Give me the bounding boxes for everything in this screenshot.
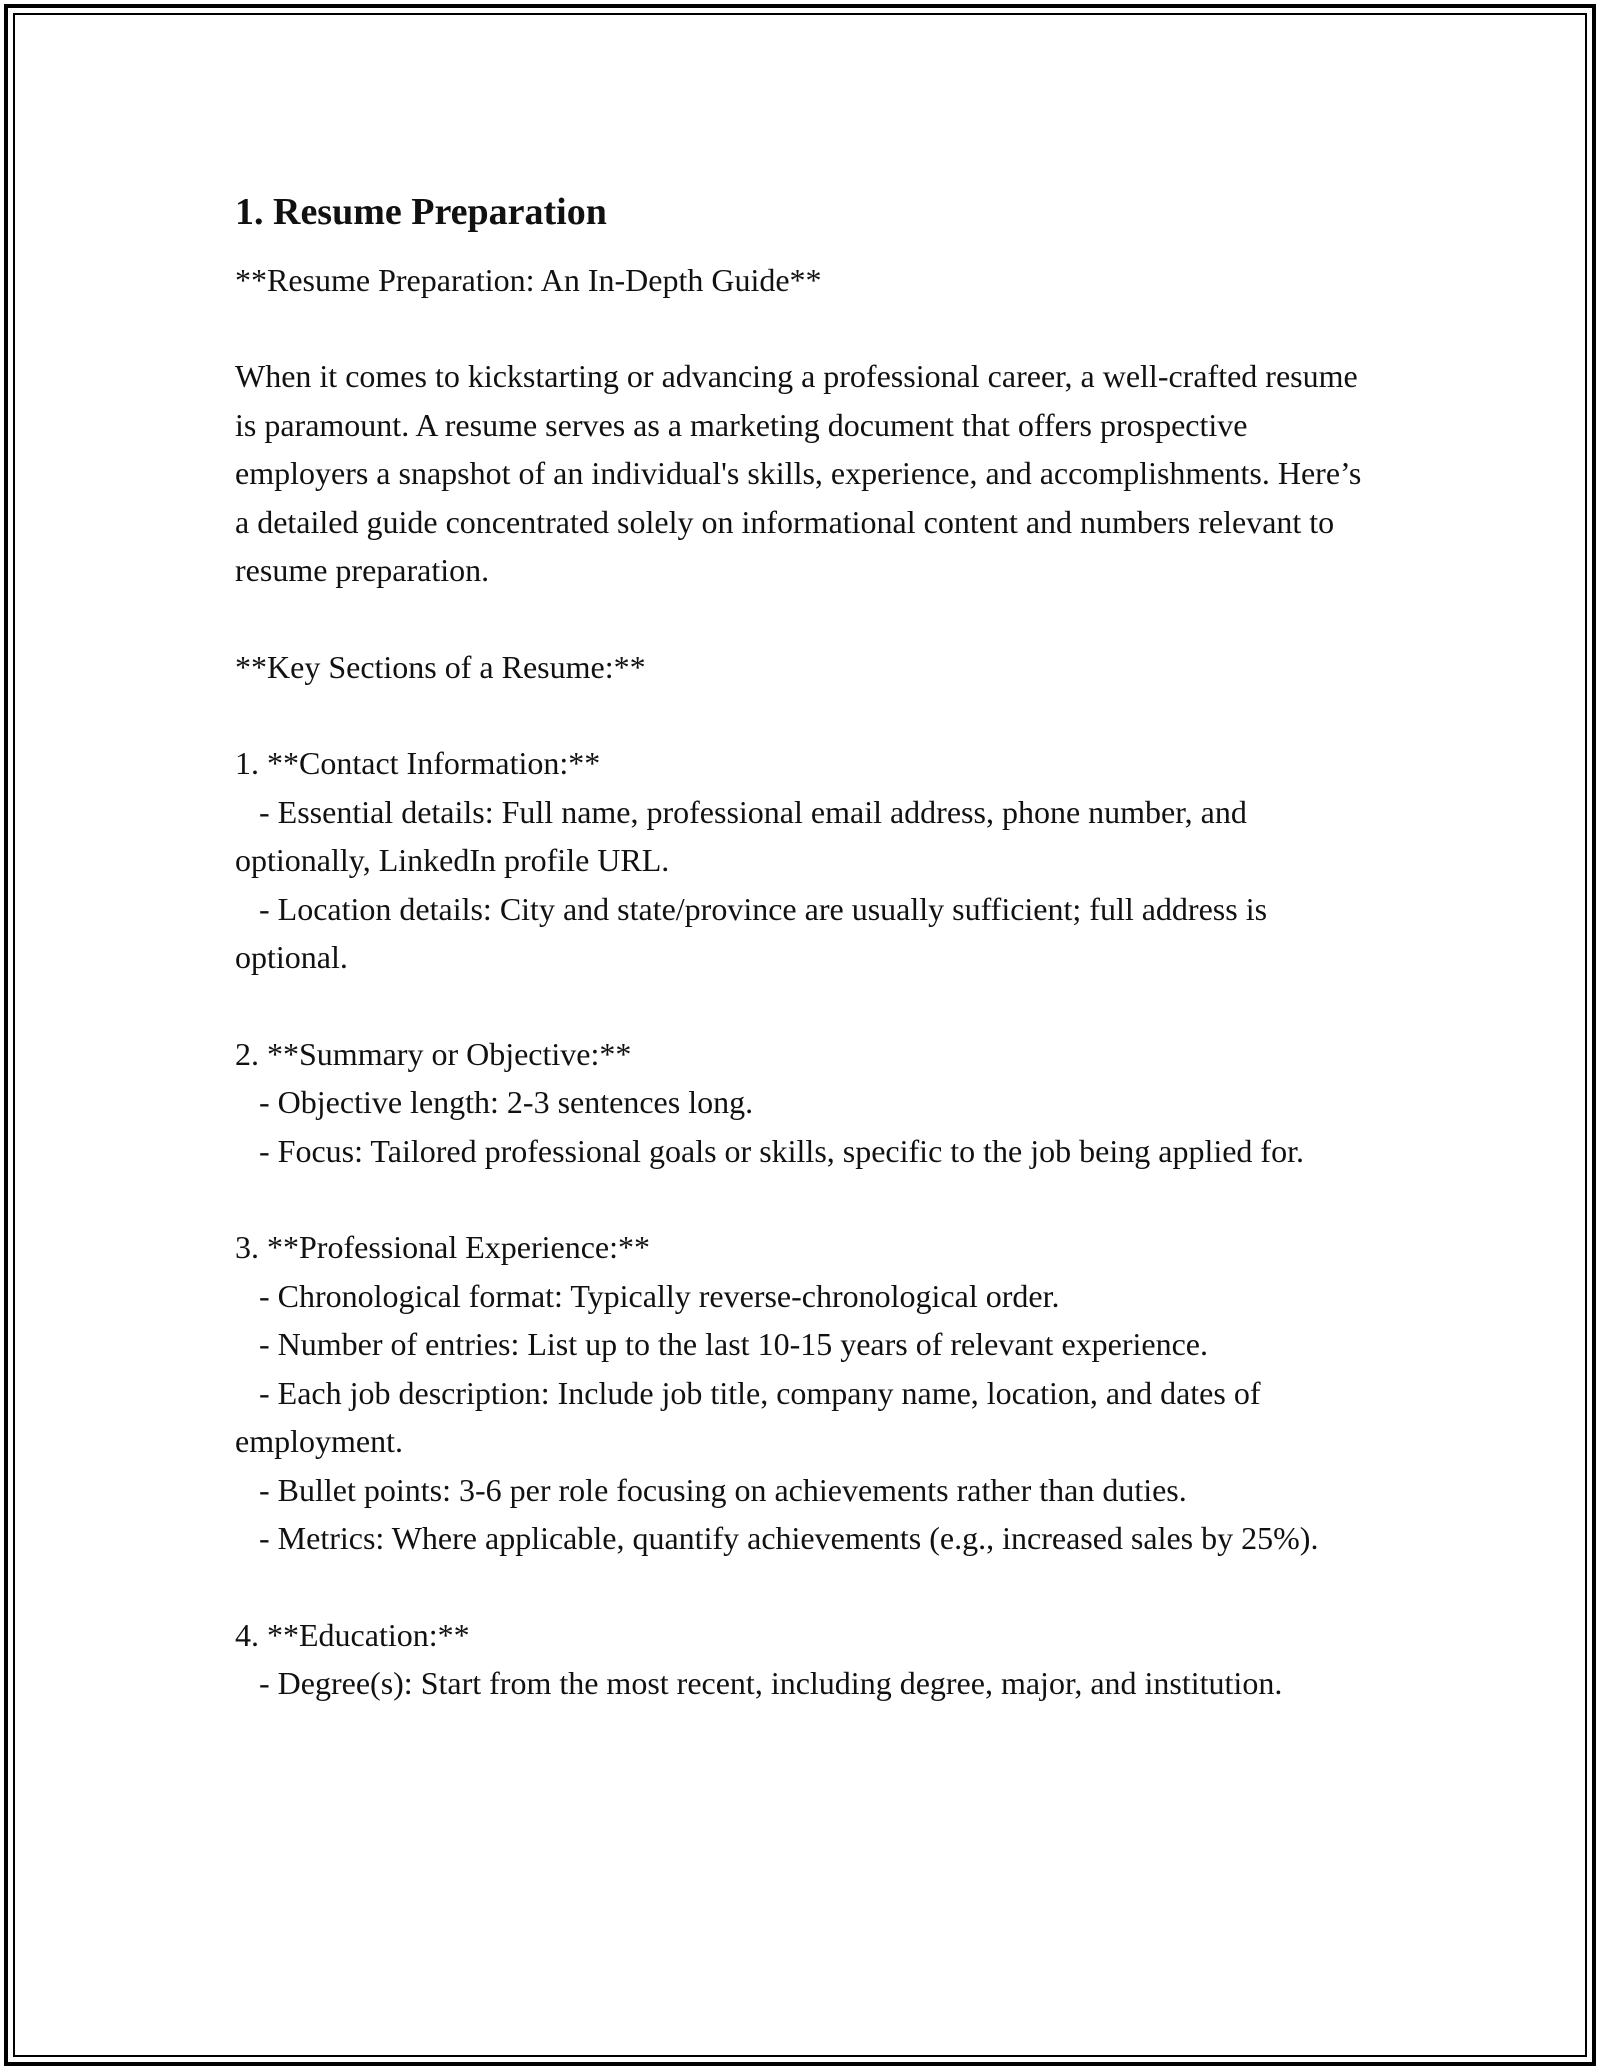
document-page xyxy=(235,188,1375,1708)
key-sections-heading: **Key Sections of a Resume:** xyxy=(235,648,646,685)
section-title: 1. **Contact Information:** xyxy=(235,745,601,781)
document-title: 1. Resume Preparation xyxy=(235,191,607,233)
section-title: 3. **Professional Experience:** xyxy=(235,1229,650,1265)
bullet-item: - Each job description: Include job title, company name, location, and dates of employment. xyxy=(235,1374,1269,1459)
section-professional-experience xyxy=(235,1223,1375,1563)
bullet-item: - Focus: Tailored professional goals or skills, specific to the job being applied for. xyxy=(235,1132,1304,1169)
bullet-item: - Objective length: 2-3 sentences long. xyxy=(235,1084,754,1120)
bullet-item: - Location details: City and state/province are usually sufficient; full address is optional. xyxy=(235,890,1276,975)
section-title: 2. **Summary or Objective:** xyxy=(235,1035,632,1072)
document-subtitle: **Resume Preparation: An In-Depth Guide** xyxy=(235,262,822,298)
bullet-item: - Metrics: Where applicable, quantify achievements (e.g., increased sales by 25%). xyxy=(235,1520,1319,1556)
section-title: 4. **Education:** xyxy=(235,1616,470,1653)
section-education xyxy=(235,1611,1375,1708)
bullet-item: - Degree(s): Start from the most recent, including degree, major, and institution. xyxy=(235,1665,1283,1701)
bullet-item: - Bullet points: 3-6 per role focusing on achievements rather than duties. xyxy=(235,1471,1187,1508)
section-contact-information xyxy=(235,739,1375,982)
bullet-item: - Chronological format: Typically reverse-chronological order. xyxy=(235,1277,1060,1314)
bullet-item: - Essential details: Full name, professional email address, phone number, and optionally, LinkedIn profile URL. xyxy=(235,793,1255,878)
section-summary-objective xyxy=(235,1030,1375,1176)
intro-paragraph: When it comes to kickstarting or advancing a professional career, a well-crafted resume is paramount. A resume serves as a marketing document that offers prospective employers a snapshot of an individual's skills, experience, and accomplishments. Here’s a detailed guide concentrated solely on informational content and numbers relevant to resume preparation. xyxy=(235,358,1362,588)
bullet-item: - Number of entries: List up to the last 10-15 years of relevant experience. xyxy=(235,1326,1208,1362)
